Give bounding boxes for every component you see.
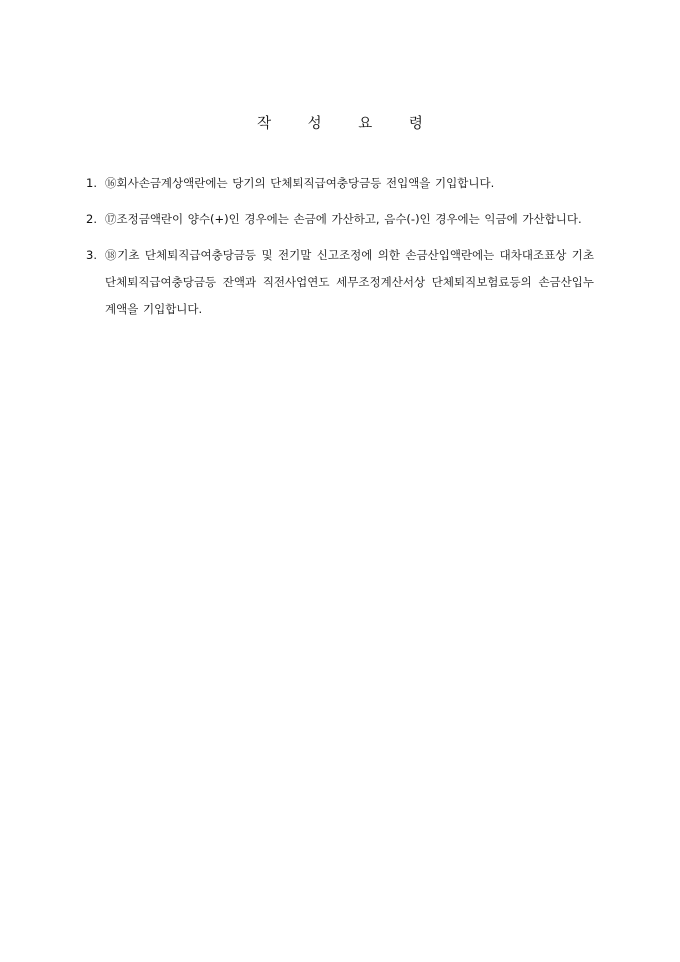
item-text: ⑯회사손금계상액란에는 당기의 단체퇴직급여충당금등 전입액을 기입합니다.: [105, 176, 495, 190]
item-text: ⑱기초 단체퇴직급여충당금등 및 전기말 신고조정에 의한 손금산입액란에는 대차대조표상 기초 단체퇴직급여충당금등 잔액과 직전사업연도 세무조정계산서상 단체퇴직보험료등의 손금산입누계액을 기입합니다.: [105, 248, 594, 316]
item-number: 3.: [86, 248, 97, 262]
document-title: 작 성 요 령: [257, 116, 423, 132]
instruction-list: [86, 170, 594, 323]
instruction-item-1: [86, 170, 594, 197]
instruction-item-3: [86, 242, 594, 323]
item-number: 2.: [86, 212, 97, 226]
instruction-item-2: [86, 206, 594, 233]
item-text: ⑰조정금액란이 양수(+)인 경우에는 손금에 가산하고, 음수(-)인 경우에는 익금에 가산합니다.: [105, 212, 582, 226]
item-number: 1.: [86, 176, 97, 190]
